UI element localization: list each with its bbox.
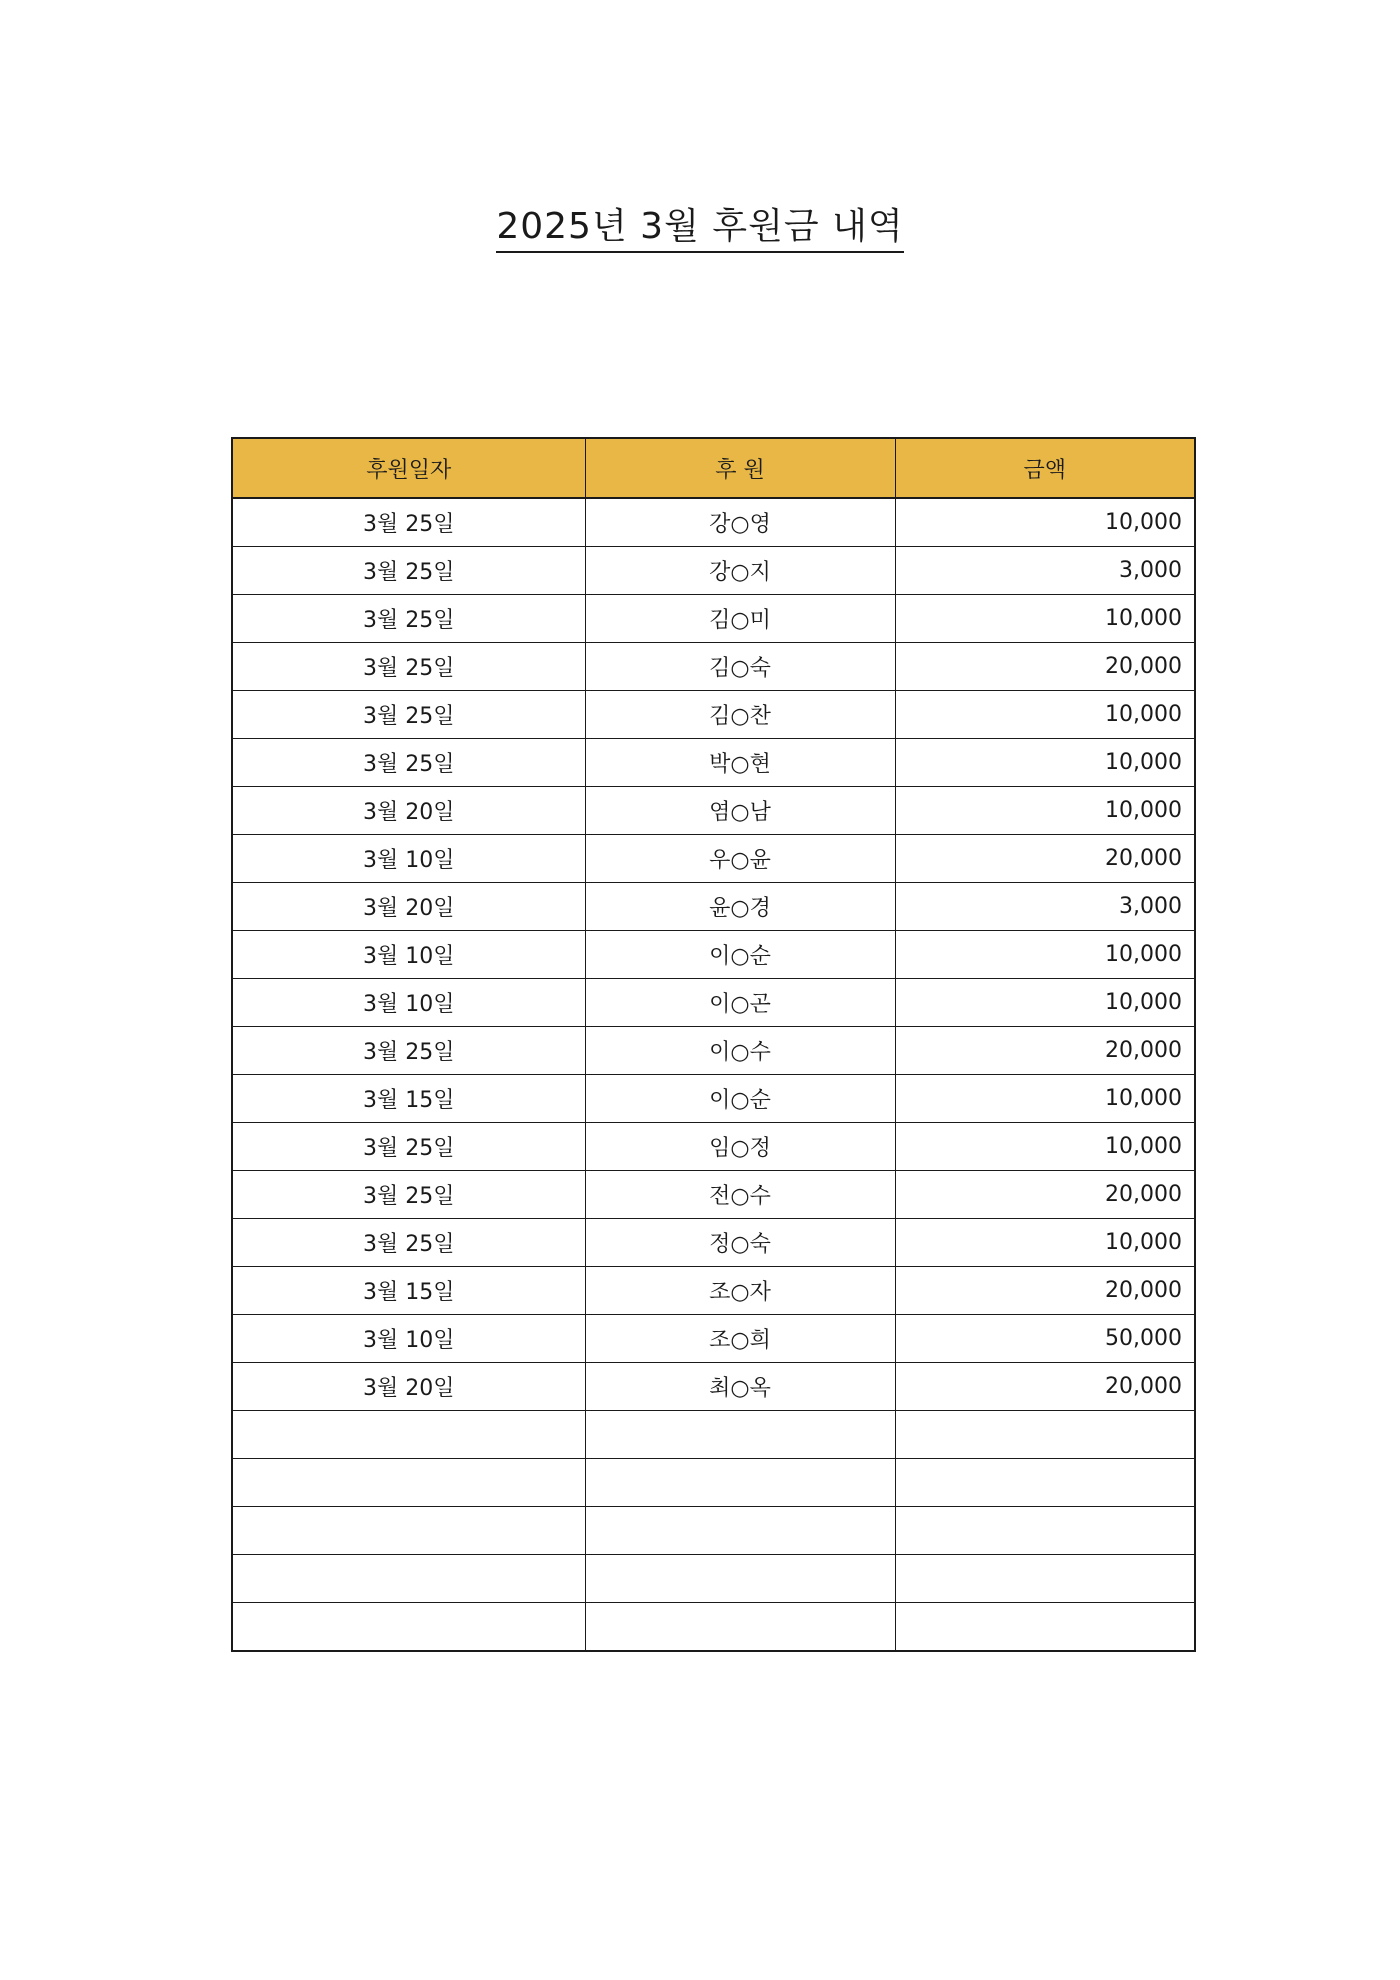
date-cell: 3월 20일 xyxy=(232,883,585,931)
date-cell: 3월 25일 xyxy=(232,691,585,739)
table-row xyxy=(232,1507,1195,1555)
donor-cell: 김○미 xyxy=(585,595,895,643)
page-title xyxy=(0,198,1400,253)
table-row xyxy=(232,1411,1195,1459)
table-row xyxy=(232,979,1195,1027)
date-cell: 3월 25일 xyxy=(232,643,585,691)
amount-cell: 10,000 xyxy=(895,787,1195,835)
amount-cell: 10,000 xyxy=(895,979,1195,1027)
amount-cell xyxy=(895,1459,1195,1507)
amount-cell xyxy=(895,1555,1195,1603)
amount-cell: 20,000 xyxy=(895,643,1195,691)
date-cell: 3월 25일 xyxy=(232,1219,585,1267)
date-cell: 3월 10일 xyxy=(232,979,585,1027)
amount-cell: 10,000 xyxy=(895,691,1195,739)
date-cell: 3월 10일 xyxy=(232,931,585,979)
table-row xyxy=(232,1075,1195,1123)
table-row xyxy=(232,739,1195,787)
table-row xyxy=(232,835,1195,883)
page-title-text: 2025년 3월 후원금 내역 xyxy=(496,198,903,253)
donor-cell xyxy=(585,1411,895,1459)
table-row xyxy=(232,1171,1195,1219)
date-cell: 3월 25일 xyxy=(232,1123,585,1171)
date-cell: 3월 25일 xyxy=(232,739,585,787)
donor-cell xyxy=(585,1555,895,1603)
header-date: 후원일자 xyxy=(232,438,585,498)
amount-cell: 10,000 xyxy=(895,739,1195,787)
donor-cell xyxy=(585,1603,895,1652)
donor-cell: 강○영 xyxy=(585,498,895,547)
donor-cell: 김○숙 xyxy=(585,643,895,691)
table-row xyxy=(232,643,1195,691)
table-row xyxy=(232,1267,1195,1315)
table-row xyxy=(232,787,1195,835)
amount-cell: 10,000 xyxy=(895,595,1195,643)
donor-cell: 이○순 xyxy=(585,931,895,979)
donation-table xyxy=(231,437,1196,1652)
amount-cell: 10,000 xyxy=(895,1075,1195,1123)
amount-cell: 50,000 xyxy=(895,1315,1195,1363)
amount-cell: 20,000 xyxy=(895,1171,1195,1219)
donor-cell: 강○지 xyxy=(585,547,895,595)
date-cell: 3월 25일 xyxy=(232,1027,585,1075)
amount-cell: 10,000 xyxy=(895,498,1195,547)
donor-cell: 이○순 xyxy=(585,1075,895,1123)
amount-cell xyxy=(895,1507,1195,1555)
donor-cell: 최○옥 xyxy=(585,1363,895,1411)
date-cell: 3월 15일 xyxy=(232,1267,585,1315)
table-row xyxy=(232,1603,1195,1652)
donor-cell: 조○자 xyxy=(585,1267,895,1315)
table-row xyxy=(232,883,1195,931)
donor-cell: 이○수 xyxy=(585,1027,895,1075)
donor-cell: 이○곤 xyxy=(585,979,895,1027)
table-row xyxy=(232,498,1195,547)
date-cell: 3월 25일 xyxy=(232,498,585,547)
date-cell: 3월 25일 xyxy=(232,595,585,643)
table-row xyxy=(232,1027,1195,1075)
table-row xyxy=(232,931,1195,979)
donor-cell: 윤○경 xyxy=(585,883,895,931)
amount-cell xyxy=(895,1603,1195,1652)
date-cell xyxy=(232,1603,585,1652)
amount-cell: 10,000 xyxy=(895,931,1195,979)
donor-cell: 정○숙 xyxy=(585,1219,895,1267)
table-row xyxy=(232,595,1195,643)
amount-cell: 3,000 xyxy=(895,883,1195,931)
amount-cell: 20,000 xyxy=(895,1027,1195,1075)
table-row xyxy=(232,691,1195,739)
date-cell xyxy=(232,1459,585,1507)
amount-cell xyxy=(895,1411,1195,1459)
table-header-row xyxy=(232,438,1195,498)
donor-cell: 염○남 xyxy=(585,787,895,835)
donor-cell xyxy=(585,1507,895,1555)
amount-cell: 20,000 xyxy=(895,835,1195,883)
table-row xyxy=(232,1555,1195,1603)
date-cell xyxy=(232,1507,585,1555)
table-row xyxy=(232,1315,1195,1363)
date-cell: 3월 10일 xyxy=(232,835,585,883)
donor-cell: 김○찬 xyxy=(585,691,895,739)
date-cell: 3월 20일 xyxy=(232,1363,585,1411)
table-row xyxy=(232,1219,1195,1267)
date-cell xyxy=(232,1411,585,1459)
date-cell: 3월 20일 xyxy=(232,787,585,835)
donor-cell: 조○희 xyxy=(585,1315,895,1363)
table-body xyxy=(232,498,1195,1651)
date-cell: 3월 15일 xyxy=(232,1075,585,1123)
date-cell xyxy=(232,1555,585,1603)
table-row xyxy=(232,1459,1195,1507)
header-amount: 금액 xyxy=(895,438,1195,498)
date-cell: 3월 10일 xyxy=(232,1315,585,1363)
table-row xyxy=(232,1123,1195,1171)
donor-cell: 박○현 xyxy=(585,739,895,787)
table-row xyxy=(232,547,1195,595)
amount-cell: 10,000 xyxy=(895,1123,1195,1171)
amount-cell: 20,000 xyxy=(895,1363,1195,1411)
amount-cell: 3,000 xyxy=(895,547,1195,595)
date-cell: 3월 25일 xyxy=(232,1171,585,1219)
amount-cell: 20,000 xyxy=(895,1267,1195,1315)
header-donor: 후 원 xyxy=(585,438,895,498)
donor-cell: 임○정 xyxy=(585,1123,895,1171)
amount-cell: 10,000 xyxy=(895,1219,1195,1267)
date-cell: 3월 25일 xyxy=(232,547,585,595)
donor-cell xyxy=(585,1459,895,1507)
table-row xyxy=(232,1363,1195,1411)
donor-cell: 우○윤 xyxy=(585,835,895,883)
donor-cell: 전○수 xyxy=(585,1171,895,1219)
